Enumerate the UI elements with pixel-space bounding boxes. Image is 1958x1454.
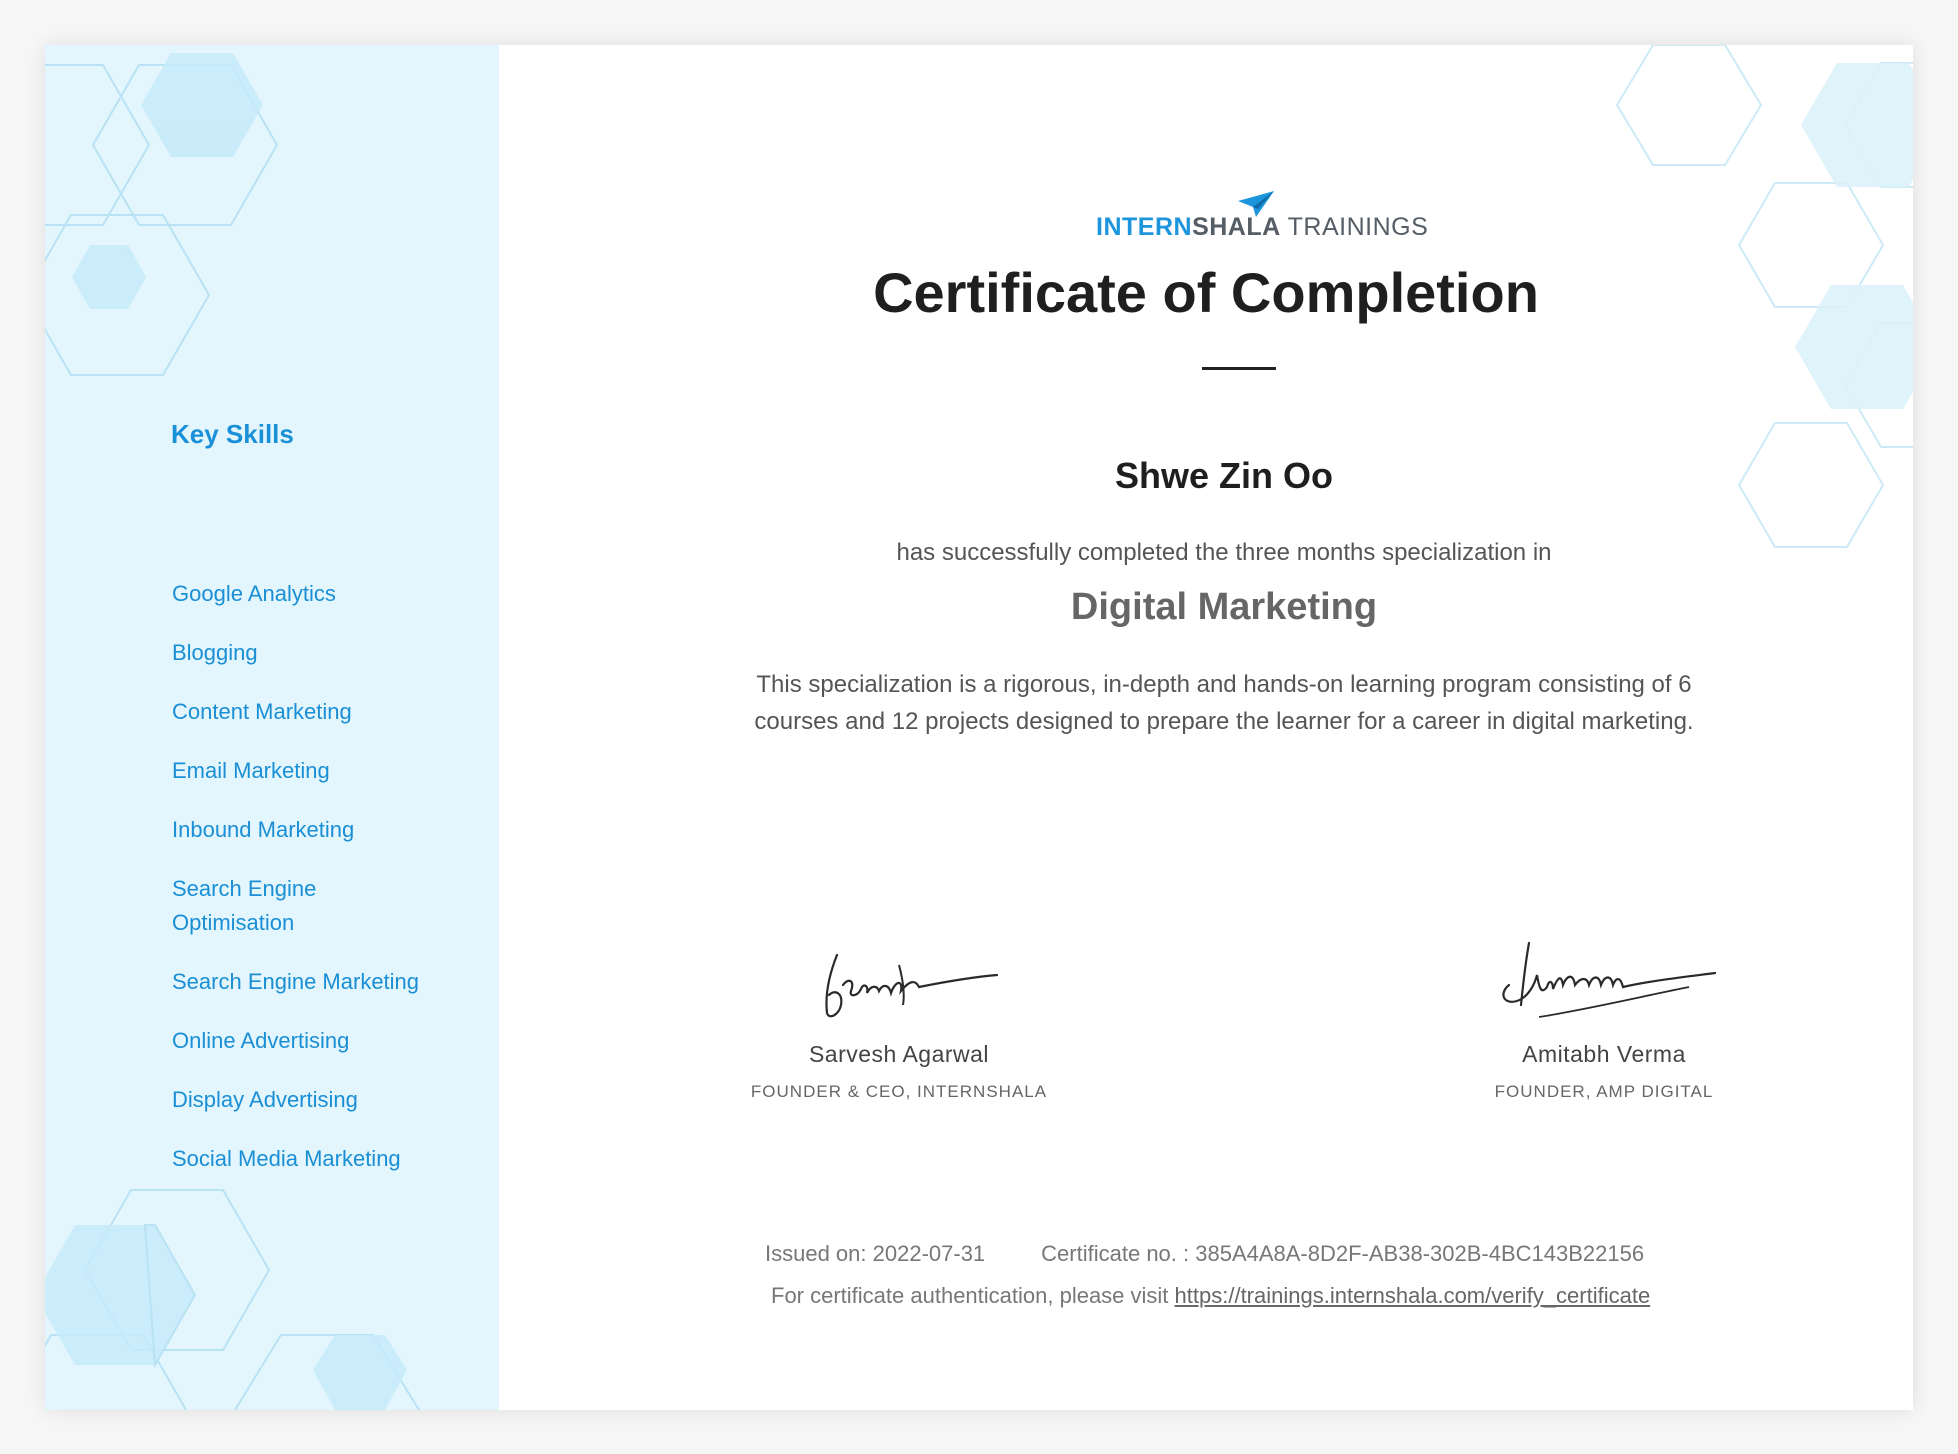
skill-item: Google Analytics xyxy=(172,581,336,606)
completion-statement: has successfully completed the three months specialization in xyxy=(896,539,1552,566)
skill-item: Content Marketing xyxy=(172,699,352,724)
skill-item: Display Advertising xyxy=(172,1087,358,1112)
issued-date: Issued on: 2022-07-31 xyxy=(765,1241,986,1266)
authentication-text: For certificate authentication, please visit xyxy=(771,1283,1175,1308)
skill-item: Inbound Marketing xyxy=(172,817,355,842)
skill-item: Email Marketing xyxy=(172,758,330,783)
key-skills-list xyxy=(172,577,472,1201)
signatory-role: FOUNDER, AMP DIGITAL xyxy=(1494,1082,1714,1101)
signatory-name: Sarvesh Agarwal xyxy=(808,1041,990,1067)
signatory-role: FOUNDER & CEO, INTERNSHALA xyxy=(750,1082,1048,1101)
certificate xyxy=(45,45,1913,1410)
recipient-name: Shwe Zin Oo xyxy=(1114,455,1333,496)
signature-sarvesh xyxy=(799,935,999,1025)
certificate-body xyxy=(499,45,1913,1410)
logo-text-trainings: TRAININGS xyxy=(1280,213,1429,241)
logo-text-intern: INTERN xyxy=(1096,213,1193,241)
skill-item: Blogging xyxy=(172,640,258,665)
signature-amitabh xyxy=(1489,935,1719,1025)
key-skills-sidebar xyxy=(45,45,499,1410)
course-description: This specialization is a rigorous, in-depth and hands-on learning program consisting of 6 courses and 12 projects designed to prepare the learner for a career in digital marketing. xyxy=(754,671,1694,735)
title-divider xyxy=(1202,367,1276,370)
signatory-name: Amitabh Verma xyxy=(1522,1041,1686,1067)
course-name: Digital Marketing xyxy=(1070,586,1378,628)
verify-certificate-link[interactable]: https://trainings.internshala.com/verify_certificate xyxy=(1174,1283,1651,1308)
key-skills-heading: Key Skills xyxy=(171,419,294,449)
logo-text-shala: SHALA xyxy=(1192,213,1281,241)
skill-item: Online Advertising xyxy=(172,1028,350,1053)
certificate-number: Certificate no. : 385A4A8A-8D2F-AB38-302B-4BC143B22156 xyxy=(1041,1241,1645,1266)
skill-item: Search Engine Optimisation xyxy=(172,876,317,935)
internshala-trainings-logo xyxy=(1096,145,1429,241)
skill-item: Search Engine Marketing xyxy=(172,969,420,994)
signatory-left xyxy=(739,935,1059,1102)
authentication-row xyxy=(771,1283,1650,1309)
issue-info-row xyxy=(765,1241,1644,1267)
signatory-right xyxy=(1459,935,1749,1102)
certificate-title: Certificate of Completion xyxy=(873,261,1539,324)
skill-item: Social Media Marketing xyxy=(172,1146,401,1171)
